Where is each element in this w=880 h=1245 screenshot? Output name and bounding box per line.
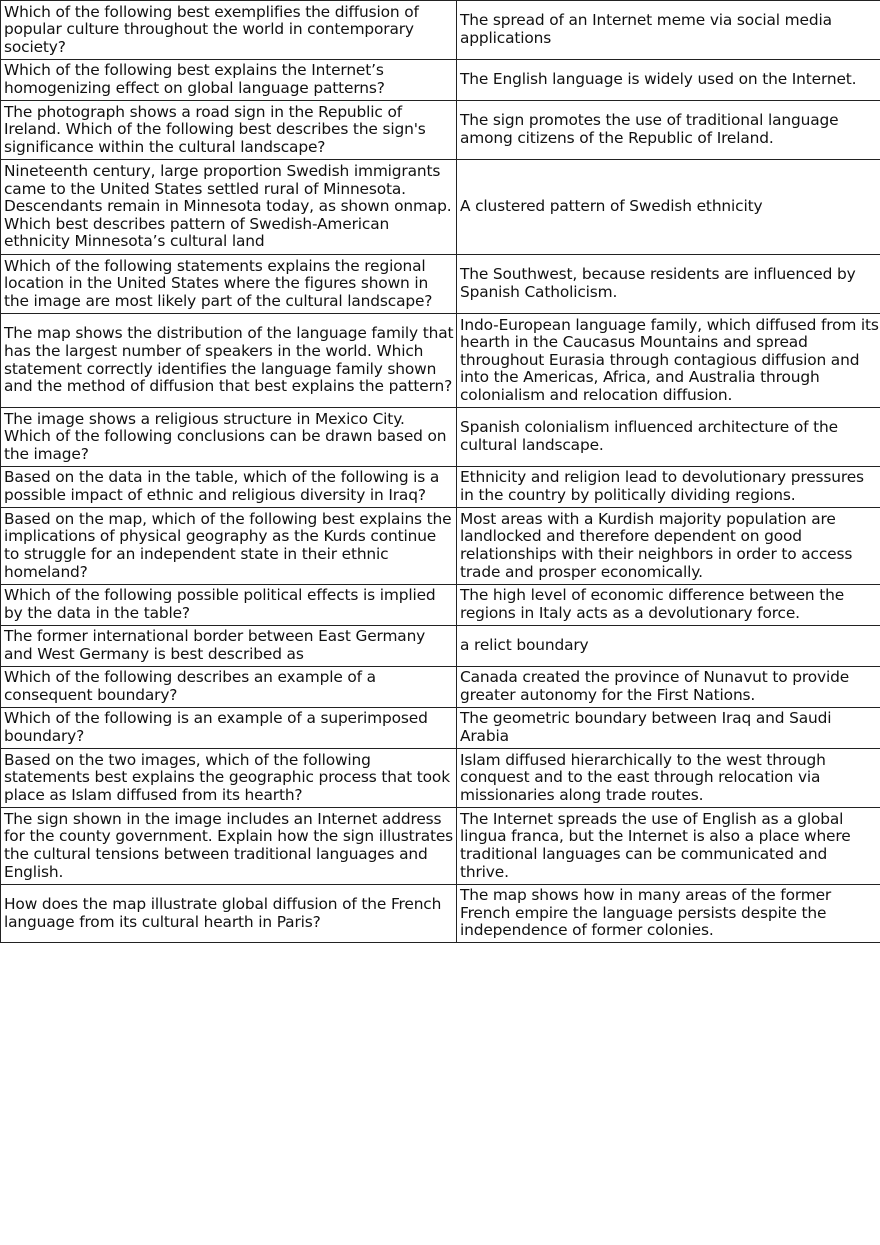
table-row [1,160,880,255]
question-cell: Which of the following possible political effects is implied by the data in the table? [1,585,457,626]
answer-cell: Canada created the province of Nunavut to provide greater autonomy for the First Nations. [457,667,880,708]
table-row [1,314,880,408]
question-cell: The map shows the distribution of the language family that has the largest number of speakers in the world. Which statement correctly identifies the language family shown and the method of diffusion that best explains the pattern? [1,314,457,408]
answer-cell: The English language is widely used on the Internet. [457,60,880,101]
table-row [1,255,880,314]
table-row [1,1,880,60]
question-cell: The photograph shows a road sign in the Republic of Ireland. Which of the following best describes the sign's significance within the cultural landscape? [1,101,457,160]
question-cell: Which of the following is an example of a superimposed boundary? [1,708,457,749]
answer-cell: Spanish colonialism influenced architecture of the cultural landscape. [457,408,880,467]
question-cell: Based on the two images, which of the following statements best explains the geographic process that took place as Islam diffused from its hearth? [1,749,457,808]
answer-cell: The Internet spreads the use of English as a global lingua franca, but the Internet is also a place where traditional languages can be communicated and thrive. [457,808,880,885]
table-row [1,60,880,101]
question-cell: The former international border between East Germany and West Germany is best described as [1,626,457,667]
question-cell: Which of the following best explains the Internet’s homogenizing effect on global language patterns? [1,60,457,101]
qa-table-body [1,1,880,943]
answer-cell: The sign promotes the use of traditional language among citizens of the Republic of Ireland. [457,101,880,160]
table-row [1,467,880,508]
table-row [1,508,880,585]
answer-cell: Ethnicity and religion lead to devolutionary pressures in the country by politically dividing regions. [457,467,880,508]
table-row [1,749,880,808]
question-cell: Nineteenth century, large proportion Swedish immigrants came to the United States settled rural of Minnesota. Descendants remain in Minnesota today, as shown onmap. Which best describes pattern of Swedish-American ethnicity Minnesota’s cultural land [1,160,457,255]
table-row [1,585,880,626]
answer-cell: The map shows how in many areas of the former French empire the language persists despite the independence of former colonies. [457,885,880,943]
question-cell: The image shows a religious structure in Mexico City. Which of the following conclusions can be drawn based on the image? [1,408,457,467]
question-cell: How does the map illustrate global diffusion of the French language from its cultural hearth in Paris? [1,885,457,943]
table-row [1,408,880,467]
question-cell: Based on the data in the table, which of the following is a possible impact of ethnic and religious diversity in Iraq? [1,467,457,508]
question-cell: Which of the following describes an example of a consequent boundary? [1,667,457,708]
table-row [1,626,880,667]
answer-cell: Most areas with a Kurdish majority population are landlocked and therefore dependent on good relationships with their neighbors in order to access trade and prosper economically. [457,508,880,585]
question-cell: Which of the following statements explains the regional location in the United States where the figures shown in the image are most likely part of the cultural landscape? [1,255,457,314]
table-row [1,667,880,708]
table-row [1,708,880,749]
question-cell: The sign shown in the image includes an Internet address for the county government. Explain how the sign illustrates the cultural tensions between traditional languages and English. [1,808,457,885]
table-row [1,101,880,160]
question-cell: Based on the map, which of the following best explains the implications of physical geography as the Kurds continue to struggle for an independent state in their ethnic homeland? [1,508,457,585]
answer-cell: a relict boundary [457,626,880,667]
answer-cell: The geometric boundary between Iraq and Saudi Arabia [457,708,880,749]
question-cell: Which of the following best exemplifies the diffusion of popular culture throughout the world in contemporary society? [1,1,457,60]
answer-cell: The spread of an Internet meme via social media applications [457,1,880,60]
answer-cell: The Southwest, because residents are influenced by Spanish Catholicism. [457,255,880,314]
answer-cell: A clustered pattern of Swedish ethnicity [457,160,880,255]
answer-cell: Indo-European language family, which diffused from its hearth in the Caucasus Mountains and spread throughout Eurasia through contagious diffusion and into the Americas, Africa, and Australia through colonialism and relocation diffusion. [457,314,880,408]
answer-cell: The high level of economic difference between the regions in Italy acts as a devolutionary force. [457,585,880,626]
table-row [1,885,880,943]
answer-cell: Islam diffused hierarchically to the west through conquest and to the east through relocation via missionaries along trade routes. [457,749,880,808]
table-row [1,808,880,885]
